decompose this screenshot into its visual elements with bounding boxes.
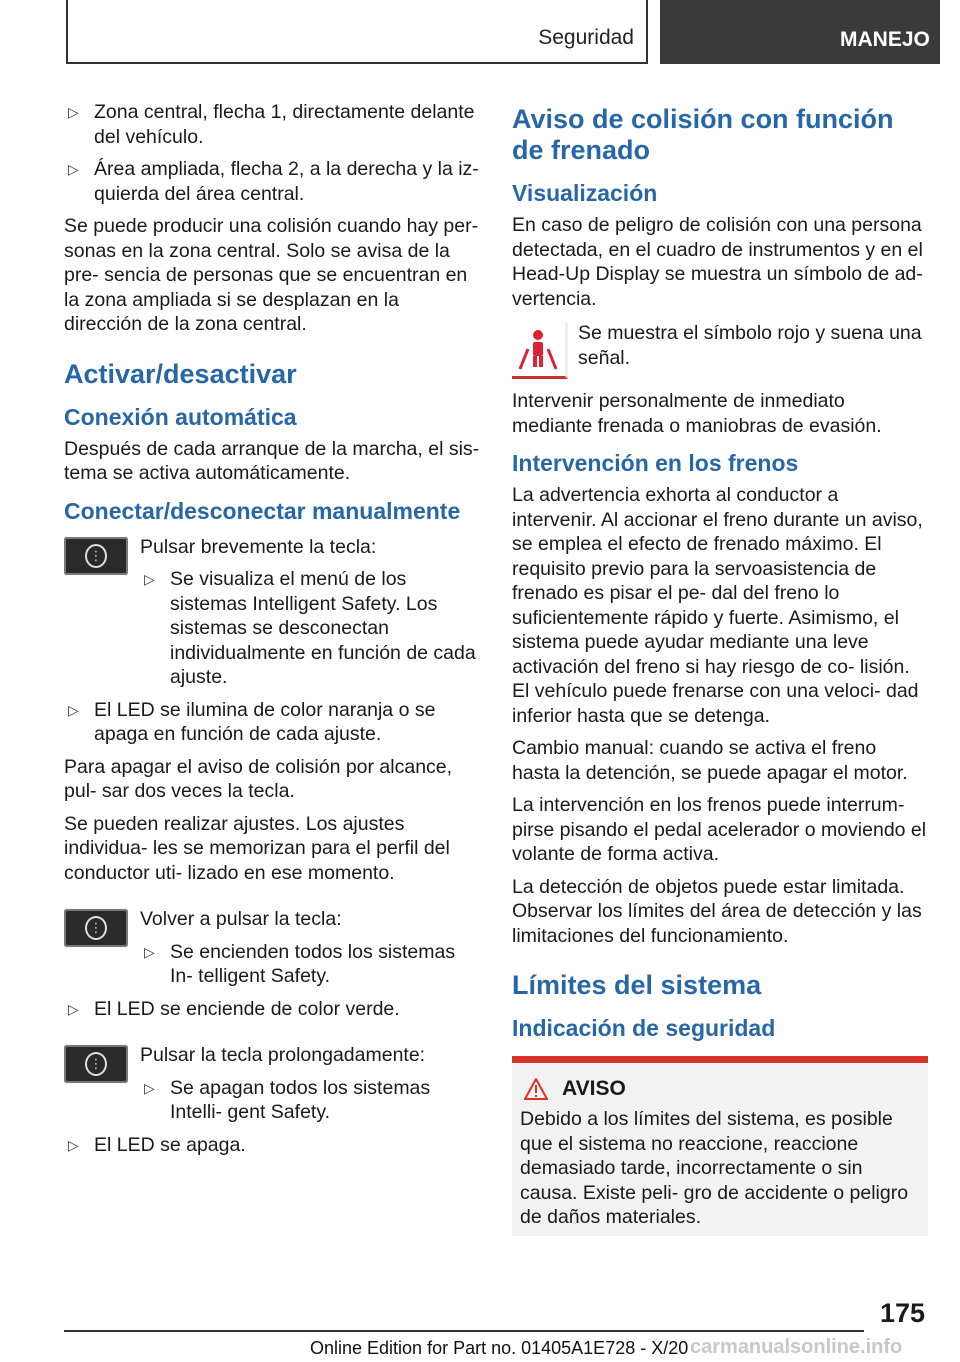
intelligent-safety-key-icon: ⋮	[64, 1045, 128, 1083]
paragraph-colision: Se puede producir una colisión cuando hay per- sonas en la zona central. Solo se avisa de la pre- sencia de personas que se encuentran en la zona ampliada si se desplazan en la dirección de la zona central.	[64, 215, 479, 335]
warning-box	[512, 1056, 928, 1236]
key2-text: Volver a pulsar la tecla:	[140, 908, 342, 930]
intelligent-safety-key-icon: ⋮	[64, 537, 128, 575]
header-section-box	[66, 0, 648, 64]
heading-manual: Conectar/desconectar manualmente	[64, 497, 461, 524]
triangle-bullet-icon: ▷	[144, 1079, 155, 1096]
warning-title: AVISO	[562, 1077, 626, 1100]
heading-limites: Límites del sistema	[512, 970, 762, 1000]
triangle-bullet-icon: ▷	[144, 943, 155, 960]
triangle-bullet-icon: ▷	[68, 701, 79, 718]
triangle-bullet-icon: ▷	[68, 1136, 79, 1153]
triangle-bullet-icon: ▷	[144, 571, 155, 587]
bullet-led-orange: ▷ El LED se ilumina de color naranja o se apaga en función de cada ajuste.	[68, 698, 436, 745]
key1-bullet: ▷ Se visualiza el menú de los sistemas Intelligent Safety. Los sistemas se desconectan individualmente en función de cada ajuste.	[144, 568, 476, 688]
paragraph-intervenir: Intervenir personalmente de inmediato mediante frenada o maniobras de evasión.	[512, 390, 882, 437]
pedestrian-warning-icon	[512, 323, 568, 379]
header-chapter-tab: MANEJO	[660, 0, 940, 64]
pedestrian-warning-row	[512, 321, 928, 381]
key-instruction-1	[64, 535, 480, 690]
key-instruction-3	[64, 1043, 480, 1125]
key3-bullet: ▷ Se apagan todos los sistemas Intelli- gent Safety.	[144, 1076, 431, 1123]
key2-bullet: ▷ Se encienden todos los sistemas In- telligent Safety.	[144, 940, 456, 987]
bullet-led-off: ▷ El LED se apaga.	[68, 1133, 246, 1156]
key3-text: Pulsar la tecla prolongadamente:	[140, 1044, 426, 1066]
paragraph-cambio: Cambio manual: cuando se activa el freno hasta la detención, se puede apagar el motor.	[512, 737, 908, 784]
triangle-bullet-icon: ▷	[68, 1000, 79, 1017]
right-column	[512, 100, 928, 1236]
paragraph-visualizacion: En caso de peligro de colisión con una persona detectada, en el cuadro de instrumentos y en el Head-Up Display se muestra un símbolo de ad- vertencia.	[512, 214, 923, 310]
page-number: 175	[880, 1298, 926, 1328]
paragraph-deteccion: La detección de objetos puede estar limitada. Observar los límites del área de detección y las limitaciones del funcionamiento.	[512, 875, 922, 947]
intelligent-safety-key-icon: ⋮	[64, 909, 128, 947]
heading-visualizacion: Visualización	[512, 180, 658, 206]
left-column	[64, 100, 480, 1165]
heading-frenos: Intervención en los frenos	[512, 450, 799, 476]
footer-watermark: carmanualsonline.info	[690, 1336, 903, 1358]
footer-divider	[64, 1330, 864, 1332]
key1-text: Pulsar brevemente la tecla:	[140, 535, 377, 558]
bullet-zona-central: ▷ Zona central, flecha 1, directamente delante del vehículo.	[68, 101, 475, 148]
heading-aviso-colision: Aviso de colisión con función de frenado	[512, 104, 894, 165]
triangle-bullet-icon: ▷	[68, 161, 79, 177]
paragraph-apagar: Para apagar el aviso de colisión por alcance, pul- sar dos veces la tecla.	[64, 755, 453, 802]
heading-activar: Activar/desactivar	[64, 358, 297, 389]
warning-text: Debido a los límites del sistema, es posible que el sistema no reaccione, reaccione demasiado tarde, incorrectamente o sin causa. Existe peli- gro de accidente o peligro de daños materiales.	[520, 1108, 909, 1228]
paragraph-frenos: La advertencia exhorta al conductor a intervenir. Al accionar el freno durante un aviso, se emplea el efecto de frenado máximo. El requisito previo para la servoasistencia de frenado es pisar el pe- dal del freno lo suficientemente rápido y fuerte. Asimismo, el sistema puede ayudar mediante una leve activación del freno si hay riesgo de co- lisión. El vehículo puede frenarse con una veloci- dad inferior hasta que se detenga.	[512, 484, 923, 727]
heading-indicacion: Indicación de seguridad	[512, 1015, 776, 1041]
bullet-area-ampliada: ▷ Área ampliada, flecha 2, a la derecha y la iz- quierda del área central.	[68, 158, 479, 205]
triangle-bullet-icon: ▷	[68, 104, 79, 120]
heading-conexion: Conexión automática	[64, 403, 297, 430]
bullet-led-green: ▷ El LED se enciende de color verde.	[68, 997, 400, 1020]
paragraph-ajustes: Se pueden realizar ajustes. Los ajustes individua- les se memorizan para el perfil del conductor uti- lizado en ese momento.	[64, 812, 450, 884]
paragraph-conexion: Después de cada arranque de la marcha, el sis- tema se activa automáticamente.	[64, 437, 480, 484]
key-instruction-2	[64, 907, 480, 989]
warning-triangle-icon	[524, 1078, 548, 1100]
paragraph-interrumpir: La intervención en los frenos puede interrum- pirse pisando el pedal acelerador o moviendo el volante de forma activa.	[512, 794, 927, 865]
footer-edition: Online Edition for Part no. 01405A1E728 - X/20	[310, 1338, 689, 1358]
symbol-text: Se muestra el símbolo rojo y suena una señal.	[578, 322, 922, 369]
header-section-title: Seguridad	[538, 26, 634, 49]
